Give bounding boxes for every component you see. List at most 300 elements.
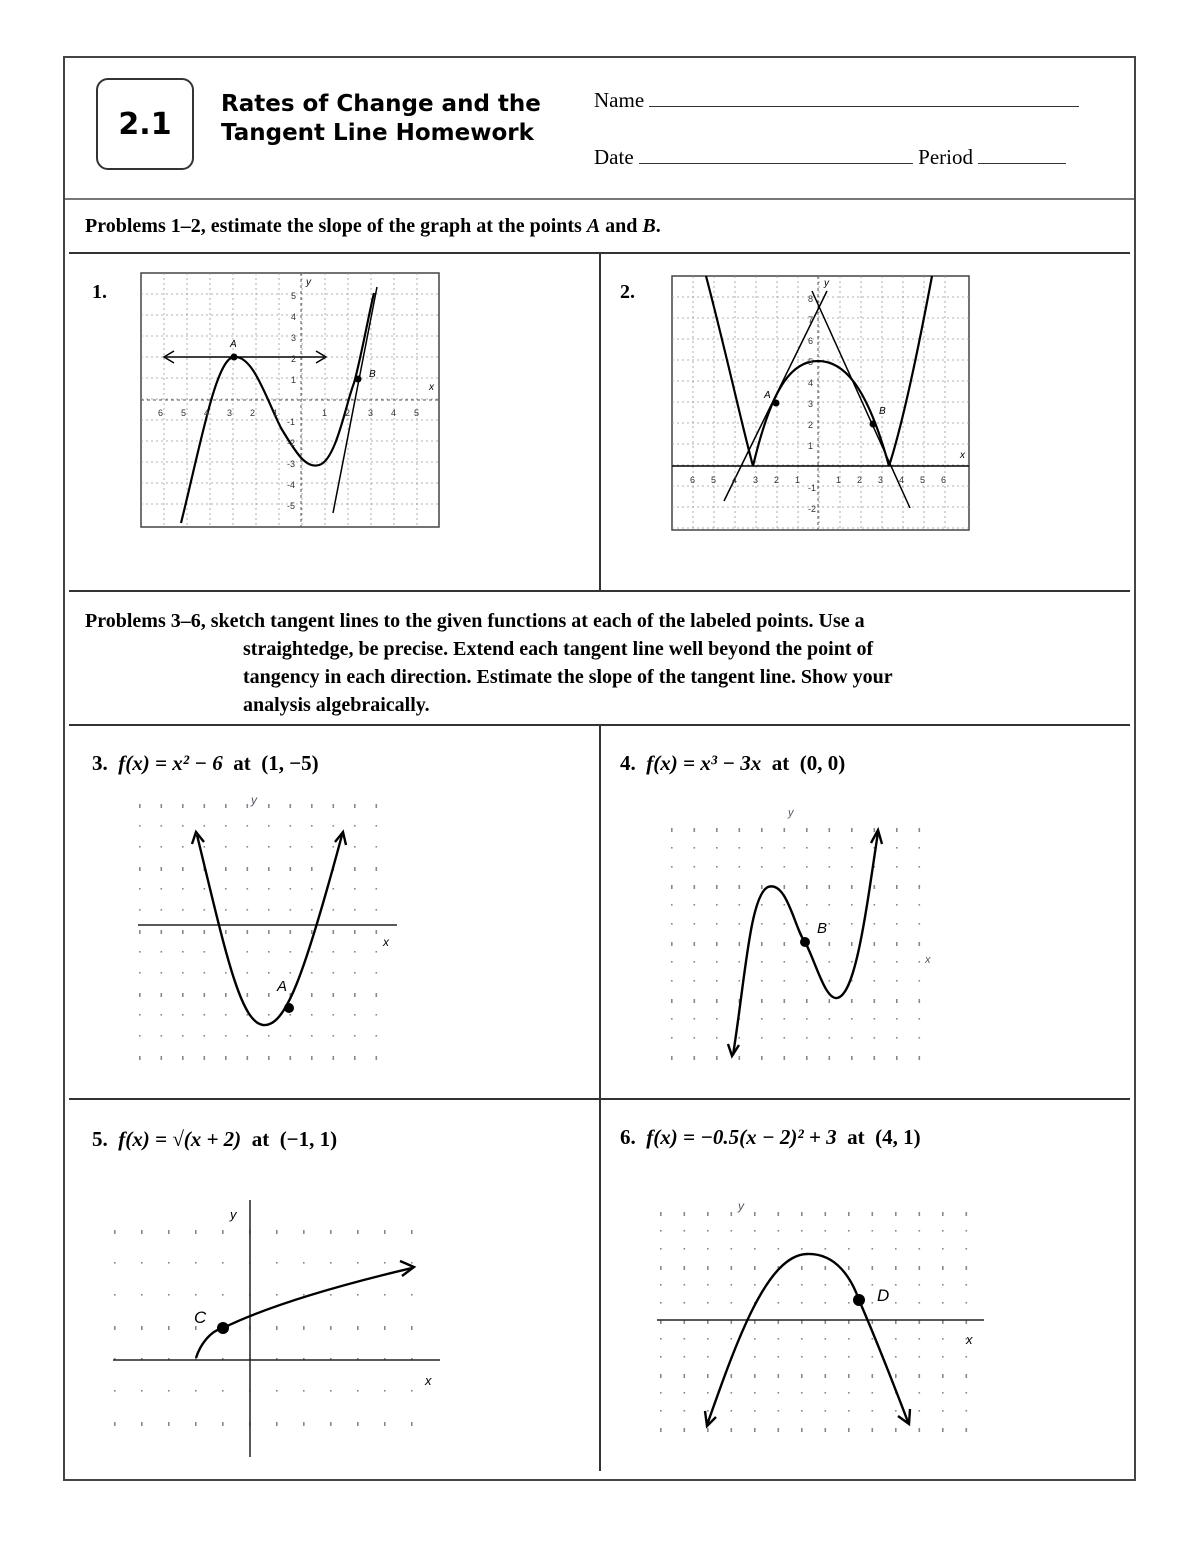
grid-dot xyxy=(896,999,898,1003)
grid-dot xyxy=(716,866,718,868)
grid-dot xyxy=(761,885,763,889)
grid-dot xyxy=(942,1338,944,1340)
graph-2-point-b xyxy=(870,421,877,428)
x-tick-label: 5 xyxy=(920,475,926,485)
x-tick-label: 5 xyxy=(711,475,717,485)
grid-dot xyxy=(739,828,741,832)
grid-dot xyxy=(276,1326,278,1330)
x-tick-label: 3 xyxy=(368,408,374,418)
part2-line-2: straightedge, be precise. Extend each tangent line well beyond the point of xyxy=(243,638,874,660)
grid-dot xyxy=(716,904,718,906)
grid-dot xyxy=(161,1014,163,1016)
grid-dot xyxy=(384,1230,386,1234)
grid-dot xyxy=(354,825,356,827)
grid-dot xyxy=(139,972,141,974)
grid-dot xyxy=(919,904,921,906)
grid-dot xyxy=(874,942,876,946)
graph-3-y-label: y xyxy=(251,793,257,807)
grid-dot xyxy=(851,1056,853,1060)
grid-dot xyxy=(195,1262,197,1264)
grid-dot xyxy=(754,1428,756,1432)
grid-dot xyxy=(290,888,292,890)
grid-dot xyxy=(671,904,673,906)
grid-dot xyxy=(784,961,786,963)
grid-dot xyxy=(139,804,141,808)
grid-dot xyxy=(141,1422,143,1426)
period-label: Period xyxy=(918,145,973,169)
grid-dot xyxy=(919,1428,921,1432)
grid-dot xyxy=(694,961,696,963)
grid-dot xyxy=(966,1356,968,1358)
grid-dot xyxy=(225,1056,227,1060)
grid-dot xyxy=(311,1014,313,1016)
grid-dot xyxy=(161,993,163,997)
grid-dot xyxy=(161,888,163,890)
grid-dot xyxy=(829,980,831,982)
grid-dot xyxy=(354,867,356,871)
grid-dot xyxy=(896,942,898,946)
grid-dot xyxy=(874,999,876,1003)
grid-dot xyxy=(354,951,356,953)
grid-dot xyxy=(896,980,898,982)
grid-dot xyxy=(182,930,184,934)
grid-dot xyxy=(942,1356,944,1358)
grid-dot xyxy=(357,1294,359,1296)
grid-dot xyxy=(303,1390,305,1392)
grid-dot xyxy=(784,942,786,946)
grid-dot xyxy=(707,1392,709,1394)
grid-dot xyxy=(311,867,313,871)
grid-dot xyxy=(225,846,227,848)
grid-dot xyxy=(354,972,356,974)
grid-dot xyxy=(919,923,921,925)
grid-dot xyxy=(354,1035,356,1037)
x-tick-label: 2 xyxy=(857,475,863,485)
grid-dot xyxy=(411,1422,413,1426)
grid-dot xyxy=(895,1356,897,1358)
grid-dot xyxy=(966,1212,968,1216)
grid-dot xyxy=(784,847,786,849)
graph-4-point-b xyxy=(800,937,810,947)
grid-dot xyxy=(660,1410,662,1412)
grid-dot xyxy=(354,1014,356,1016)
grid-dot xyxy=(754,1266,756,1270)
y-tick-label: 8 xyxy=(808,294,814,304)
grid-dot xyxy=(311,888,313,890)
grid-dot xyxy=(384,1262,386,1264)
grid-dot xyxy=(204,825,206,827)
grid-dot xyxy=(384,1326,386,1330)
grid-dot xyxy=(694,866,696,868)
grid-dot xyxy=(268,1014,270,1016)
x-tick-label: 2 xyxy=(774,475,780,485)
graph-4 xyxy=(665,800,945,1065)
grid-dot xyxy=(806,904,808,906)
grid-dot xyxy=(731,1230,733,1232)
grid-dot xyxy=(161,825,163,827)
grid-dot xyxy=(851,885,853,889)
grid-dot xyxy=(942,1248,944,1250)
grid-dot xyxy=(896,1056,898,1060)
grid-dot xyxy=(754,1284,756,1286)
grid-dot xyxy=(684,1356,686,1358)
grid-dot xyxy=(354,804,356,808)
grid-dot xyxy=(739,847,741,849)
grid-dot xyxy=(311,846,313,848)
grid-dot xyxy=(684,1374,686,1378)
part2-line-4: analysis algebraically. xyxy=(243,694,430,716)
grid-dot xyxy=(716,1018,718,1020)
x-tick-label: 1 xyxy=(795,475,801,485)
y-tick-label: -4 xyxy=(287,480,296,490)
grid-dot xyxy=(801,1392,803,1394)
grid-dot xyxy=(660,1428,662,1432)
grid-dot xyxy=(268,846,270,848)
grid-dot xyxy=(739,1056,741,1060)
y-tick-label: 2 xyxy=(808,420,814,430)
grid-dot xyxy=(222,1422,224,1426)
grid-dot xyxy=(168,1422,170,1426)
grid-dot xyxy=(411,1326,413,1330)
grid-dot xyxy=(739,885,741,889)
grid-dot xyxy=(784,885,786,889)
grid-dot xyxy=(848,1266,850,1270)
grid-dot xyxy=(376,888,378,890)
grid-dot xyxy=(330,1294,332,1296)
grid-dot xyxy=(247,972,249,974)
grid-dot xyxy=(161,930,163,934)
grid-dot xyxy=(754,1356,756,1358)
grid-dot xyxy=(247,1014,249,1016)
grid-dot xyxy=(204,888,206,890)
graph-1-x-label: x xyxy=(429,382,434,393)
grid-dot xyxy=(694,847,696,849)
grid-dot xyxy=(660,1284,662,1286)
part2-line-1: Problems 3–6, sketch tangent lines to the given functions at each of the labeled points. Use a xyxy=(85,610,865,632)
grid-dot xyxy=(895,1374,897,1378)
grid-dot xyxy=(139,846,141,848)
graph-4-y-label: y xyxy=(788,807,794,819)
grid-dot xyxy=(290,972,292,974)
grid-dot xyxy=(966,1266,968,1270)
grid-dot xyxy=(896,1018,898,1020)
grid-dot xyxy=(872,1230,874,1232)
y-tick-label: 1 xyxy=(291,375,297,385)
grid-dot xyxy=(731,1284,733,1286)
grid-dot xyxy=(895,1338,897,1340)
grid-dot xyxy=(114,1262,116,1264)
grid-dot xyxy=(671,999,673,1003)
grid-dot xyxy=(247,1035,249,1037)
grid-dot xyxy=(225,888,227,890)
grid-dot xyxy=(182,825,184,827)
grid-dot xyxy=(311,909,313,911)
grid-dot xyxy=(851,1018,853,1020)
grid-dot xyxy=(801,1410,803,1412)
grid-dot xyxy=(851,923,853,925)
grid-dot xyxy=(161,1035,163,1037)
grid-dot xyxy=(754,1248,756,1250)
grid-dot xyxy=(848,1392,850,1394)
grid-dot xyxy=(874,923,876,925)
grid-dot xyxy=(204,951,206,953)
grid-dot xyxy=(376,930,378,934)
grid-dot xyxy=(290,951,292,953)
grid-dot xyxy=(754,1230,756,1232)
grid-dot xyxy=(919,980,921,982)
grid-dot xyxy=(761,847,763,849)
grid-dot xyxy=(139,930,141,934)
grid-dot xyxy=(806,1056,808,1060)
grid-dot xyxy=(290,804,292,808)
grid-dot xyxy=(919,1392,921,1394)
grid-dot xyxy=(225,993,227,997)
problem-4-header xyxy=(620,751,845,776)
grid-dot xyxy=(684,1248,686,1250)
grid-dot xyxy=(966,1410,968,1412)
grid-dot xyxy=(195,1230,197,1234)
grid-dot xyxy=(829,999,831,1003)
grid-dot xyxy=(290,867,292,871)
grid-dot xyxy=(290,1056,292,1060)
grid-dot xyxy=(966,1284,968,1286)
problem-5-function: f(x) = √(x + 2) xyxy=(118,1127,242,1151)
grid-dot xyxy=(311,1035,313,1037)
graph-5 xyxy=(110,1195,450,1460)
grid-dot xyxy=(731,1428,733,1432)
grid-dot xyxy=(684,1410,686,1412)
grid-dot xyxy=(801,1266,803,1270)
grid-dot xyxy=(707,1338,709,1340)
grid-dot xyxy=(966,1392,968,1394)
x-tick-label: 6 xyxy=(690,475,696,485)
grid-dot xyxy=(778,1302,780,1304)
grid-dot xyxy=(168,1390,170,1392)
grid-dot xyxy=(919,1248,921,1250)
grid-dot xyxy=(739,904,741,906)
grid-dot xyxy=(919,1230,921,1232)
grid-dot xyxy=(330,1326,332,1330)
grid-dot xyxy=(333,804,335,808)
grid-dot xyxy=(739,980,741,982)
row-divider xyxy=(69,1098,1130,1100)
problem-3-function: f(x) = x² − 6 xyxy=(118,751,223,775)
grid-dot xyxy=(357,1422,359,1426)
x-tick-label: 3 xyxy=(753,475,759,485)
part1-instruction-text: Problems 1–2, estimate the slope of the graph at the points xyxy=(85,215,587,237)
grid-dot xyxy=(330,1390,332,1392)
grid-dot xyxy=(357,1230,359,1234)
grid-dot xyxy=(716,942,718,946)
x-tick-label: 1 xyxy=(836,475,842,485)
grid-dot xyxy=(247,846,249,848)
grid-dot xyxy=(872,1374,874,1378)
grid-dot xyxy=(303,1230,305,1234)
section-number: 2.1 xyxy=(118,106,172,142)
grid-dot xyxy=(161,804,163,808)
grid-dot xyxy=(411,1390,413,1392)
grid-dot xyxy=(168,1294,170,1296)
grid-dot xyxy=(829,1018,831,1020)
grid-dot xyxy=(942,1302,944,1304)
grid-dot xyxy=(671,1037,673,1039)
grid-dot xyxy=(919,942,921,946)
name-field[interactable] xyxy=(594,88,1079,113)
grid-dot xyxy=(684,1230,686,1232)
grid-dot xyxy=(225,825,227,827)
grid-dot xyxy=(168,1262,170,1264)
grid-dot xyxy=(222,1262,224,1264)
grid-dot xyxy=(311,825,313,827)
grid-dot xyxy=(354,888,356,890)
grid-dot xyxy=(311,993,313,997)
grid-dot xyxy=(384,1390,386,1392)
graph-5-dot-grid xyxy=(114,1230,413,1426)
grid-dot xyxy=(778,1230,780,1232)
grid-dot xyxy=(660,1248,662,1250)
grid-dot xyxy=(778,1374,780,1378)
grid-dot xyxy=(247,825,249,827)
grid-dot xyxy=(801,1428,803,1432)
grid-dot xyxy=(204,1035,206,1037)
grid-dot xyxy=(694,999,696,1003)
grid-dot xyxy=(761,866,763,868)
grid-dot xyxy=(660,1392,662,1394)
grid-dot xyxy=(354,993,356,997)
grid-dot xyxy=(330,1230,332,1234)
problem-5-at: at xyxy=(251,1127,270,1151)
grid-dot xyxy=(168,1230,170,1234)
grid-dot xyxy=(806,866,808,868)
grid-dot xyxy=(806,923,808,925)
grid-dot xyxy=(825,1356,827,1358)
grid-dot xyxy=(333,825,335,827)
grid-dot xyxy=(731,1212,733,1216)
part1-bottom-divider xyxy=(69,590,1130,592)
grid-dot xyxy=(848,1374,850,1378)
grid-dot xyxy=(919,847,921,849)
grid-dot xyxy=(942,1410,944,1412)
grid-dot xyxy=(139,1014,141,1016)
grid-dot xyxy=(778,1392,780,1394)
grid-dot xyxy=(161,951,163,953)
grid-dot xyxy=(851,1037,853,1039)
grid-dot xyxy=(716,828,718,832)
x-tick-label: 2 xyxy=(250,408,256,418)
graph-2-label-a: A xyxy=(764,390,771,401)
part2-line-3: tangency in each direction. Estimate the slope of the tangent line. Show your xyxy=(243,666,893,688)
grid-dot xyxy=(942,1374,944,1378)
grid-dot xyxy=(919,866,921,868)
grid-dot xyxy=(829,1037,831,1039)
problem-6-header xyxy=(620,1125,921,1150)
grid-dot xyxy=(303,1422,305,1426)
grid-dot xyxy=(896,904,898,906)
graph-6-dot-grid xyxy=(660,1212,967,1432)
graph-3-label-a: A xyxy=(277,978,288,995)
grid-dot xyxy=(874,980,876,982)
graph-1-label-a: A xyxy=(230,339,237,350)
graph-3 xyxy=(135,790,405,1070)
grid-dot xyxy=(694,1018,696,1020)
grid-dot xyxy=(182,1035,184,1037)
grid-dot xyxy=(778,1356,780,1358)
graph-3-x-label: x xyxy=(383,935,389,949)
grid-dot xyxy=(919,1037,921,1039)
problem-5-point: (−1, 1) xyxy=(279,1127,338,1151)
date-field[interactable] xyxy=(594,145,1066,170)
grid-dot xyxy=(851,828,853,832)
grid-dot xyxy=(411,1262,413,1264)
point-a-label: A xyxy=(586,215,601,237)
grid-dot xyxy=(761,923,763,925)
grid-dot xyxy=(778,1338,780,1340)
grid-dot xyxy=(895,1230,897,1232)
grid-dot xyxy=(919,1284,921,1286)
grid-dot xyxy=(707,1374,709,1378)
grid-dot xyxy=(139,909,141,911)
grid-dot xyxy=(801,1248,803,1250)
grid-dot xyxy=(872,1428,874,1432)
grid-dot xyxy=(754,1338,756,1340)
grid-dot xyxy=(660,1338,662,1340)
period-blank[interactable] xyxy=(978,163,1066,164)
grid-dot xyxy=(333,972,335,974)
grid-dot xyxy=(896,1037,898,1039)
grid-dot xyxy=(825,1284,827,1286)
grid-dot xyxy=(784,999,786,1003)
grid-dot xyxy=(161,972,163,974)
grid-dot xyxy=(848,1212,850,1216)
grid-dot xyxy=(806,980,808,982)
grid-dot xyxy=(731,1374,733,1378)
grid-dot xyxy=(716,885,718,889)
grid-dot xyxy=(761,980,763,982)
part1-column-divider xyxy=(599,253,601,590)
grid-dot xyxy=(303,1294,305,1296)
grid-dot xyxy=(139,825,141,827)
date-blank[interactable] xyxy=(639,163,913,164)
grid-dot xyxy=(671,885,673,889)
grid-dot xyxy=(806,847,808,849)
grid-dot xyxy=(141,1294,143,1296)
date-label: Date xyxy=(594,145,634,169)
grid-dot xyxy=(778,1248,780,1250)
grid-dot xyxy=(684,1392,686,1394)
grid-dot xyxy=(825,1212,827,1216)
grid-dot xyxy=(761,942,763,946)
graph-1-y-label: y xyxy=(306,277,311,288)
grid-dot xyxy=(290,846,292,848)
grid-dot xyxy=(671,942,673,946)
grid-dot xyxy=(376,867,378,871)
period-mark: . xyxy=(655,215,661,237)
graph-1-point-b xyxy=(355,376,362,383)
grid-dot xyxy=(357,1326,359,1330)
grid-dot xyxy=(784,1037,786,1039)
grid-dot xyxy=(848,1338,850,1340)
grid-dot xyxy=(825,1230,827,1232)
grid-dot xyxy=(942,1428,944,1432)
grid-dot xyxy=(825,1248,827,1250)
grid-dot xyxy=(114,1422,116,1426)
grid-dot xyxy=(761,1037,763,1039)
grid-dot xyxy=(761,961,763,963)
grid-dot xyxy=(942,1212,944,1216)
grid-dot xyxy=(204,972,206,974)
name-blank[interactable] xyxy=(649,106,1079,107)
grid-dot xyxy=(141,1262,143,1264)
